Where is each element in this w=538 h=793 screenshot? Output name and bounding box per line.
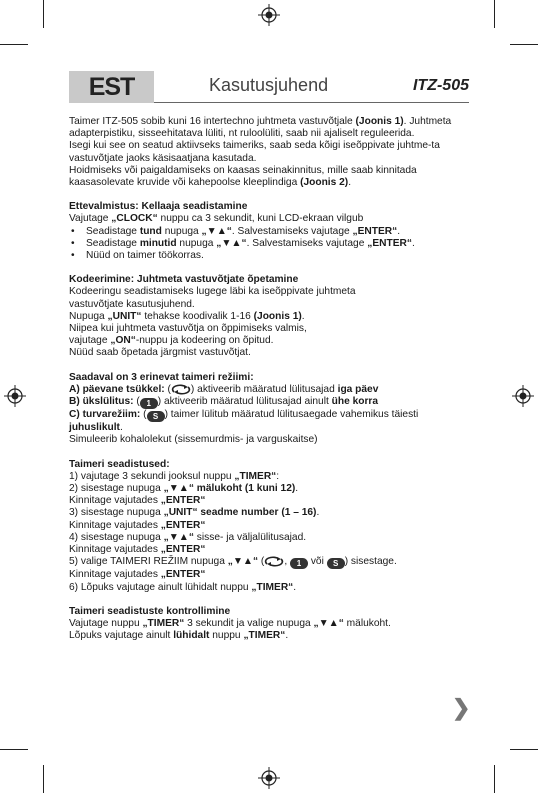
- coding-line: vastuvõtjate kasutusjuhend.: [69, 298, 195, 310]
- daily-cycle-icon: [171, 384, 191, 395]
- page-header: [69, 71, 469, 103]
- prep-list: [69, 226, 469, 263]
- crop-mark: [43, 0, 44, 28]
- settings-step: 3) sisestage nupuga „UNIT“ seadme number (1 – 16).: [69, 507, 320, 519]
- settings-step: Kinnitage vajutades „ENTER“: [69, 544, 206, 556]
- settings-step: 6) Lõpuks vajutage ainult lühidalt nuppu „TIMER“.: [69, 581, 297, 593]
- single-switch-icon: 1: [290, 558, 308, 569]
- check-line: Vajutage nuppu „TIMER“ 3 sekundit ja valige nupuga „▼▲“ mälukoht.: [69, 618, 391, 630]
- crop-mark: [0, 44, 28, 45]
- coding-line: Kodeeringu seadistamiseks lugege läbi ka iseõppivate juhtmeta: [69, 286, 356, 298]
- daily-cycle-icon: [264, 556, 284, 567]
- mode-line-b: B) ükslülitus: ( 1 ) aktiveerib määratud lülitusajad ainult ühe korra: [69, 396, 379, 409]
- section-heading-coding: Kodeerimine: Juhtmeta vastuvõtjate õpetamine: [69, 274, 299, 286]
- language-badge: EST: [69, 71, 154, 103]
- prep-line: Vajutage „CLOCK“ nuppu ca 3 sekundit, kuni LCD-ekraan vilgub: [69, 213, 364, 225]
- crop-mark: [494, 0, 495, 28]
- section-heading-modes: Saadaval on 3 erinevat taimeri režiimi:: [69, 371, 254, 383]
- model-number: ITZ-505: [412, 77, 469, 94]
- registration-mark-icon: [512, 385, 534, 407]
- list-item: • Seadistage minutid nupuga „▼▲“. Salvestamiseks vajutage „ENTER“.: [69, 238, 469, 250]
- header-divider: [154, 102, 469, 103]
- mode-line-c: C) turvarežiim: ( S ) taimer lülitub määratud lülitusaegade vahemikus täiesti juhuslikult.: [69, 409, 419, 434]
- section-heading-settings: Taimeri seadistused:: [69, 458, 170, 470]
- settings-step: 2) sisestage nupuga „▼▲“ mälukoht (1 kuni 12).: [69, 483, 299, 495]
- crop-mark: [494, 765, 495, 793]
- security-mode-icon: S: [327, 558, 345, 569]
- mode-line-a: A) päevane tsükkel: ( ) aktiveerib määratud lülitusajad iga päev: [69, 384, 379, 396]
- page-title: Kasutusjuhend: [209, 75, 329, 95]
- crop-mark: [510, 749, 538, 750]
- crop-mark: [43, 765, 44, 793]
- coding-line: Nüüd saab õpetada järgmist vastuvõtjat.: [69, 347, 251, 359]
- settings-step: Kinnitage vajutades „ENTER“: [69, 569, 206, 581]
- intro-paragraph: Taimer ITZ-505 sobib kuni 16 intertechno juhtmeta vastuvõtjale (Joonis 1). Juhtmeta adapterpistiku, sisseehitatava lüliti, nt ruloolüliti, saab nii ajaliselt reguleerida.: [69, 116, 452, 140]
- settings-step: Kinnitage vajutades „ENTER“: [69, 495, 206, 507]
- settings-step: Kinnitage vajutades „ENTER“: [69, 519, 206, 531]
- section-heading-check: Taimeri seadistuste kontrollimine: [69, 605, 231, 617]
- crop-mark: [510, 44, 538, 45]
- settings-step: 5) valige TAIMERI REŽIIM nupuga „▼▲“ ( , 1 või S ) sisestage.: [69, 556, 397, 569]
- coding-line: Niipea kui juhtmeta vastuvõtja on õppimiseks valmis,: [69, 323, 307, 335]
- list-item: • Seadistage tund nupuga „▼▲“. Salvestamiseks vajutage „ENTER“.: [69, 226, 469, 238]
- manual-body: [69, 116, 469, 642]
- registration-mark-icon: [258, 4, 280, 26]
- list-item: • Nüüd on taimer töökorras.: [69, 250, 469, 262]
- registration-mark-icon: [4, 385, 26, 407]
- crop-mark: [0, 749, 28, 750]
- registration-mark-icon: [258, 767, 280, 789]
- security-mode-icon: S: [147, 411, 165, 422]
- next-page-arrow-icon[interactable]: ❯: [452, 695, 471, 720]
- check-line: Lõpuks vajutage ainult lühidalt nuppu „TIMER“.: [69, 630, 289, 642]
- single-switch-icon: 1: [140, 398, 158, 409]
- coding-line: vajutage „ON“-nuppu ja kodeering on õpitud.: [69, 335, 274, 347]
- settings-step: 1) vajutage 3 sekundi jooksul nuppu „TIMER“:: [69, 470, 280, 482]
- intro-paragraph: Hoidmiseks või paigaldamiseks on kaasas seinakinnitus, mille saab kinnitada kaasasolevate kruvide või kahepoolse kleeplindiga (Joonis 2).: [69, 164, 417, 189]
- intro-paragraph: Isegi kui see on seatud aktiivseks taimeriks, saab seda kõigi iseõppivate juhtme-ta vastuvõtjate jaoks käsisaatjana kasutada.: [69, 140, 440, 164]
- section-heading-prep: Ettevalmistus: Kellaaja seadistamine: [69, 201, 248, 213]
- coding-line: Nupuga „UNIT“ tehakse koodivalik 1-16 (Joonis 1).: [69, 310, 305, 322]
- mode-simulation-note: Simuleerib kohalolekut (sissemurdmis- ja varguskaitse): [69, 434, 318, 446]
- settings-step: 4) sisestage nupuga „▼▲“ sisse- ja väljalülitusajad.: [69, 531, 307, 543]
